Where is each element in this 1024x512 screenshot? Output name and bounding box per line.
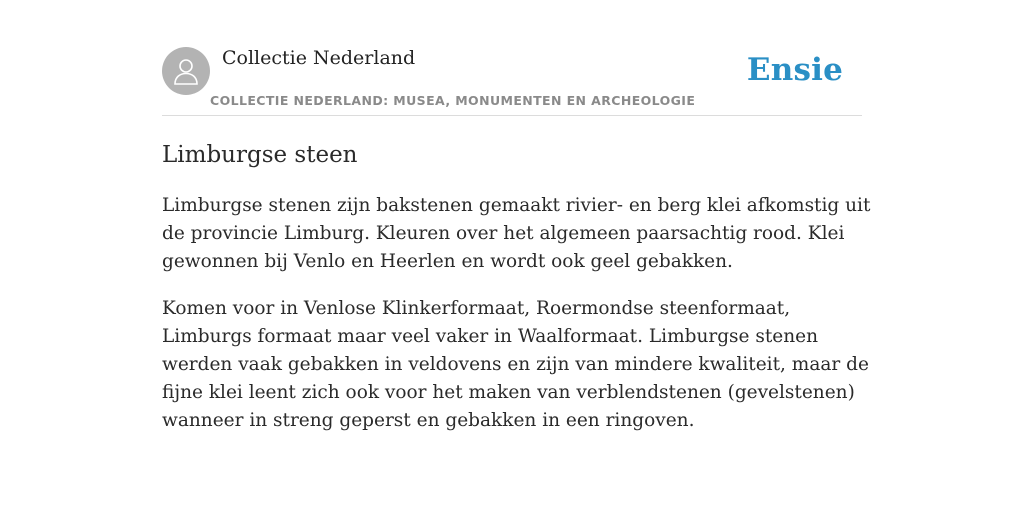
content-container — [162, 0, 871, 431]
article-title: Limburgse steen — [162, 142, 358, 168]
brand-logo[interactable]: Ensie — [746, 52, 843, 88]
user-icon — [172, 56, 200, 86]
author-subtitle: COLLECTIE NEDERLAND: MUSEA, MONUMENTEN EN ARCHEOLOGIE — [210, 93, 696, 108]
article-paragraph: Komen voor in Venlose Klinkerformaat, Roermondse steenformaat, Limburgs formaat maar veel vaker in Waalformaat. Limburgse stenen werden vaak gebakken in veldovens en zijn van mindere kwaliteit, maar de fijne klei leent zich ook voor het maken van verblendstenen (gevelstenen) wanneer in streng geperst en gebakken in een ringoven. — [162, 298, 869, 431]
header — [162, 0, 862, 116]
article-paragraph: Limburgse stenen zijn bakstenen gemaakt rivier- en berg klei afkomstig uit de provincie Limburg. Kleuren over het algemeen paarsachtig rood. Klei gewonnen bij Venlo en Heerlen en wordt ook geel gebakken. — [162, 195, 871, 272]
author-name[interactable]: Collectie Nederland — [222, 47, 416, 69]
avatar[interactable] — [162, 47, 210, 95]
